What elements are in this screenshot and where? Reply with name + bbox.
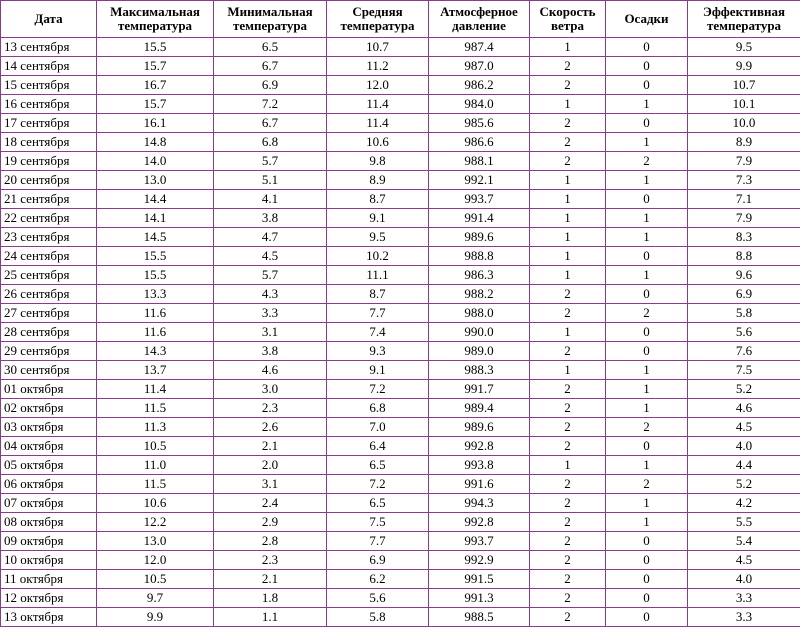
cell-precipitation: 1 xyxy=(606,266,688,285)
cell-max-temp: 16.1 xyxy=(97,114,214,133)
cell-min-temp: 3.8 xyxy=(214,209,327,228)
cell-effective-temp: 4.5 xyxy=(688,418,800,437)
cell-max-temp: 15.7 xyxy=(97,57,214,76)
cell-max-temp: 15.7 xyxy=(97,95,214,114)
cell-max-temp: 11.5 xyxy=(97,399,214,418)
cell-avg-temp: 7.7 xyxy=(327,532,429,551)
cell-pressure: 988.5 xyxy=(429,608,530,627)
cell-precipitation: 0 xyxy=(606,76,688,95)
cell-max-temp: 11.6 xyxy=(97,323,214,342)
cell-date: 06 октября xyxy=(1,475,97,494)
cell-date: 03 октября xyxy=(1,418,97,437)
cell-precipitation: 0 xyxy=(606,532,688,551)
cell-effective-temp: 5.4 xyxy=(688,532,800,551)
cell-wind-speed: 2 xyxy=(530,399,606,418)
cell-wind-speed: 1 xyxy=(530,95,606,114)
table-row xyxy=(1,361,800,380)
cell-precipitation: 0 xyxy=(606,570,688,589)
cell-precipitation: 1 xyxy=(606,209,688,228)
cell-wind-speed: 1 xyxy=(530,38,606,57)
cell-precipitation: 0 xyxy=(606,190,688,209)
cell-date: 10 октября xyxy=(1,551,97,570)
cell-avg-temp: 5.8 xyxy=(327,608,429,627)
cell-date: 11 октября xyxy=(1,570,97,589)
cell-precipitation: 1 xyxy=(606,171,688,190)
cell-effective-temp: 6.9 xyxy=(688,285,800,304)
table-row xyxy=(1,532,800,551)
cell-pressure: 989.4 xyxy=(429,399,530,418)
cell-wind-speed: 2 xyxy=(530,437,606,456)
cell-precipitation: 0 xyxy=(606,38,688,57)
table-row xyxy=(1,437,800,456)
table-row xyxy=(1,589,800,608)
cell-effective-temp: 10.0 xyxy=(688,114,800,133)
cell-date: 16 сентября xyxy=(1,95,97,114)
cell-wind-speed: 2 xyxy=(530,152,606,171)
cell-pressure: 994.3 xyxy=(429,494,530,513)
cell-date: 13 октября xyxy=(1,608,97,627)
cell-min-temp: 2.1 xyxy=(214,437,327,456)
cell-avg-temp: 10.7 xyxy=(327,38,429,57)
cell-min-temp: 1.1 xyxy=(214,608,327,627)
cell-effective-temp: 7.9 xyxy=(688,152,800,171)
cell-date: 24 сентября xyxy=(1,247,97,266)
cell-avg-temp: 5.6 xyxy=(327,589,429,608)
table-row xyxy=(1,171,800,190)
cell-avg-temp: 7.5 xyxy=(327,513,429,532)
table-row xyxy=(1,247,800,266)
column-header-max-temp: Максимальная температура xyxy=(97,1,214,38)
cell-effective-temp: 10.1 xyxy=(688,95,800,114)
cell-effective-temp: 4.0 xyxy=(688,570,800,589)
cell-date: 05 октября xyxy=(1,456,97,475)
cell-avg-temp: 6.2 xyxy=(327,570,429,589)
cell-precipitation: 0 xyxy=(606,323,688,342)
cell-effective-temp: 9.5 xyxy=(688,38,800,57)
cell-precipitation: 0 xyxy=(606,57,688,76)
table-row xyxy=(1,190,800,209)
cell-avg-temp: 9.8 xyxy=(327,152,429,171)
cell-wind-speed: 2 xyxy=(530,57,606,76)
cell-wind-speed: 1 xyxy=(530,190,606,209)
cell-date: 19 сентября xyxy=(1,152,97,171)
cell-wind-speed: 2 xyxy=(530,114,606,133)
cell-min-temp: 6.8 xyxy=(214,133,327,152)
cell-pressure: 992.8 xyxy=(429,437,530,456)
table-row xyxy=(1,418,800,437)
cell-pressure: 988.3 xyxy=(429,361,530,380)
cell-max-temp: 13.7 xyxy=(97,361,214,380)
cell-min-temp: 2.6 xyxy=(214,418,327,437)
cell-min-temp: 2.9 xyxy=(214,513,327,532)
table-header-row xyxy=(1,1,800,38)
table-row xyxy=(1,152,800,171)
cell-pressure: 991.5 xyxy=(429,570,530,589)
cell-wind-speed: 2 xyxy=(530,551,606,570)
cell-precipitation: 0 xyxy=(606,247,688,266)
cell-max-temp: 14.1 xyxy=(97,209,214,228)
table-row xyxy=(1,133,800,152)
cell-precipitation: 1 xyxy=(606,133,688,152)
table-row xyxy=(1,209,800,228)
table-row xyxy=(1,95,800,114)
cell-date: 02 октября xyxy=(1,399,97,418)
cell-min-temp: 2.3 xyxy=(214,399,327,418)
cell-wind-speed: 1 xyxy=(530,247,606,266)
cell-min-temp: 4.6 xyxy=(214,361,327,380)
cell-date: 08 октября xyxy=(1,513,97,532)
cell-avg-temp: 6.5 xyxy=(327,494,429,513)
cell-pressure: 993.7 xyxy=(429,190,530,209)
cell-effective-temp: 4.2 xyxy=(688,494,800,513)
cell-avg-temp: 9.5 xyxy=(327,228,429,247)
cell-wind-speed: 1 xyxy=(530,361,606,380)
cell-precipitation: 0 xyxy=(606,342,688,361)
cell-pressure: 989.6 xyxy=(429,228,530,247)
cell-max-temp: 11.4 xyxy=(97,380,214,399)
cell-date: 12 октября xyxy=(1,589,97,608)
cell-min-temp: 5.7 xyxy=(214,152,327,171)
cell-effective-temp: 5.6 xyxy=(688,323,800,342)
cell-wind-speed: 1 xyxy=(530,266,606,285)
cell-wind-speed: 2 xyxy=(530,304,606,323)
cell-max-temp: 15.5 xyxy=(97,266,214,285)
cell-pressure: 987.0 xyxy=(429,57,530,76)
table-row xyxy=(1,570,800,589)
cell-effective-temp: 5.8 xyxy=(688,304,800,323)
cell-precipitation: 1 xyxy=(606,494,688,513)
cell-avg-temp: 11.4 xyxy=(327,114,429,133)
cell-min-temp: 4.5 xyxy=(214,247,327,266)
cell-effective-temp: 7.1 xyxy=(688,190,800,209)
cell-avg-temp: 9.1 xyxy=(327,361,429,380)
table-row xyxy=(1,494,800,513)
cell-effective-temp: 4.5 xyxy=(688,551,800,570)
cell-wind-speed: 1 xyxy=(530,323,606,342)
cell-precipitation: 2 xyxy=(606,152,688,171)
cell-wind-speed: 1 xyxy=(530,456,606,475)
table-row xyxy=(1,285,800,304)
cell-avg-temp: 11.2 xyxy=(327,57,429,76)
cell-min-temp: 6.7 xyxy=(214,114,327,133)
table-row xyxy=(1,456,800,475)
cell-date: 29 сентября xyxy=(1,342,97,361)
cell-min-temp: 2.4 xyxy=(214,494,327,513)
cell-date: 25 сентября xyxy=(1,266,97,285)
cell-avg-temp: 11.1 xyxy=(327,266,429,285)
cell-max-temp: 10.5 xyxy=(97,570,214,589)
cell-avg-temp: 8.7 xyxy=(327,190,429,209)
cell-pressure: 990.0 xyxy=(429,323,530,342)
cell-pressure: 986.6 xyxy=(429,133,530,152)
cell-pressure: 991.7 xyxy=(429,380,530,399)
cell-precipitation: 2 xyxy=(606,304,688,323)
cell-avg-temp: 10.6 xyxy=(327,133,429,152)
cell-pressure: 984.0 xyxy=(429,95,530,114)
cell-wind-speed: 2 xyxy=(530,418,606,437)
cell-avg-temp: 7.0 xyxy=(327,418,429,437)
cell-max-temp: 16.7 xyxy=(97,76,214,95)
cell-effective-temp: 8.9 xyxy=(688,133,800,152)
cell-wind-speed: 1 xyxy=(530,209,606,228)
column-header-wind-speed: Скорость ветра xyxy=(530,1,606,38)
cell-min-temp: 4.3 xyxy=(214,285,327,304)
cell-effective-temp: 9.6 xyxy=(688,266,800,285)
cell-effective-temp: 8.3 xyxy=(688,228,800,247)
cell-min-temp: 7.2 xyxy=(214,95,327,114)
table-row xyxy=(1,304,800,323)
cell-min-temp: 2.1 xyxy=(214,570,327,589)
cell-max-temp: 14.5 xyxy=(97,228,214,247)
cell-pressure: 985.6 xyxy=(429,114,530,133)
cell-max-temp: 13.0 xyxy=(97,532,214,551)
cell-max-temp: 14.3 xyxy=(97,342,214,361)
cell-min-temp: 1.8 xyxy=(214,589,327,608)
cell-avg-temp: 6.9 xyxy=(327,551,429,570)
cell-pressure: 991.4 xyxy=(429,209,530,228)
cell-wind-speed: 2 xyxy=(530,76,606,95)
cell-min-temp: 6.7 xyxy=(214,57,327,76)
cell-pressure: 989.6 xyxy=(429,418,530,437)
cell-date: 22 сентября xyxy=(1,209,97,228)
cell-wind-speed: 1 xyxy=(530,171,606,190)
column-header-date: Дата xyxy=(1,1,97,38)
cell-date: 14 сентября xyxy=(1,57,97,76)
cell-pressure: 986.3 xyxy=(429,266,530,285)
cell-min-temp: 3.0 xyxy=(214,380,327,399)
column-header-pressure: Атмосферное давление xyxy=(429,1,530,38)
table-row xyxy=(1,608,800,627)
cell-wind-speed: 2 xyxy=(530,532,606,551)
cell-precipitation: 1 xyxy=(606,228,688,247)
table-row xyxy=(1,266,800,285)
cell-precipitation: 1 xyxy=(606,95,688,114)
cell-max-temp: 13.0 xyxy=(97,171,214,190)
cell-precipitation: 0 xyxy=(606,285,688,304)
cell-precipitation: 2 xyxy=(606,418,688,437)
cell-date: 21 сентября xyxy=(1,190,97,209)
cell-pressure: 992.8 xyxy=(429,513,530,532)
cell-date: 17 сентября xyxy=(1,114,97,133)
cell-min-temp: 2.8 xyxy=(214,532,327,551)
table-row xyxy=(1,513,800,532)
cell-effective-temp: 4.6 xyxy=(688,399,800,418)
table-row xyxy=(1,475,800,494)
cell-wind-speed: 2 xyxy=(530,380,606,399)
table-row xyxy=(1,342,800,361)
table-row xyxy=(1,551,800,570)
cell-pressure: 992.9 xyxy=(429,551,530,570)
cell-precipitation: 0 xyxy=(606,589,688,608)
cell-avg-temp: 11.4 xyxy=(327,95,429,114)
cell-avg-temp: 8.7 xyxy=(327,285,429,304)
cell-effective-temp: 9.9 xyxy=(688,57,800,76)
cell-effective-temp: 10.7 xyxy=(688,76,800,95)
cell-min-temp: 5.1 xyxy=(214,171,327,190)
cell-date: 30 сентября xyxy=(1,361,97,380)
cell-date: 28 сентября xyxy=(1,323,97,342)
cell-effective-temp: 4.0 xyxy=(688,437,800,456)
cell-max-temp: 11.0 xyxy=(97,456,214,475)
cell-date: 26 сентября xyxy=(1,285,97,304)
cell-min-temp: 4.1 xyxy=(214,190,327,209)
cell-date: 27 сентября xyxy=(1,304,97,323)
column-header-effective-temp: Эффективная температура xyxy=(688,1,800,38)
cell-pressure: 988.2 xyxy=(429,285,530,304)
cell-min-temp: 5.7 xyxy=(214,266,327,285)
cell-avg-temp: 6.4 xyxy=(327,437,429,456)
cell-precipitation: 0 xyxy=(606,608,688,627)
cell-wind-speed: 2 xyxy=(530,285,606,304)
cell-effective-temp: 4.4 xyxy=(688,456,800,475)
cell-effective-temp: 7.9 xyxy=(688,209,800,228)
cell-wind-speed: 2 xyxy=(530,608,606,627)
cell-pressure: 991.6 xyxy=(429,475,530,494)
cell-max-temp: 10.5 xyxy=(97,437,214,456)
cell-avg-temp: 8.9 xyxy=(327,171,429,190)
cell-effective-temp: 7.6 xyxy=(688,342,800,361)
cell-effective-temp: 3.3 xyxy=(688,589,800,608)
cell-avg-temp: 6.8 xyxy=(327,399,429,418)
cell-min-temp: 3.1 xyxy=(214,475,327,494)
cell-date: 09 октября xyxy=(1,532,97,551)
cell-max-temp: 12.0 xyxy=(97,551,214,570)
cell-precipitation: 1 xyxy=(606,361,688,380)
cell-pressure: 989.0 xyxy=(429,342,530,361)
cell-wind-speed: 2 xyxy=(530,342,606,361)
cell-avg-temp: 7.7 xyxy=(327,304,429,323)
cell-precipitation: 0 xyxy=(606,551,688,570)
cell-avg-temp: 10.2 xyxy=(327,247,429,266)
cell-date: 07 октября xyxy=(1,494,97,513)
cell-max-temp: 15.5 xyxy=(97,38,214,57)
cell-effective-temp: 8.8 xyxy=(688,247,800,266)
cell-pressure: 988.1 xyxy=(429,152,530,171)
cell-effective-temp: 5.5 xyxy=(688,513,800,532)
cell-wind-speed: 1 xyxy=(530,228,606,247)
cell-wind-speed: 2 xyxy=(530,133,606,152)
table-row xyxy=(1,76,800,95)
column-header-precipitation: Осадки xyxy=(606,1,688,38)
cell-max-temp: 14.0 xyxy=(97,152,214,171)
cell-min-temp: 4.7 xyxy=(214,228,327,247)
cell-min-temp: 2.3 xyxy=(214,551,327,570)
cell-avg-temp: 9.3 xyxy=(327,342,429,361)
table-row xyxy=(1,114,800,133)
cell-avg-temp: 7.4 xyxy=(327,323,429,342)
table-row xyxy=(1,38,800,57)
cell-pressure: 986.2 xyxy=(429,76,530,95)
cell-date: 13 сентября xyxy=(1,38,97,57)
cell-max-temp: 13.3 xyxy=(97,285,214,304)
cell-max-temp: 10.6 xyxy=(97,494,214,513)
cell-min-temp: 3.3 xyxy=(214,304,327,323)
cell-effective-temp: 5.2 xyxy=(688,475,800,494)
cell-effective-temp: 7.3 xyxy=(688,171,800,190)
cell-max-temp: 9.7 xyxy=(97,589,214,608)
cell-avg-temp: 9.1 xyxy=(327,209,429,228)
cell-effective-temp: 5.2 xyxy=(688,380,800,399)
table-row xyxy=(1,380,800,399)
cell-precipitation: 1 xyxy=(606,399,688,418)
cell-date: 15 сентября xyxy=(1,76,97,95)
cell-min-temp: 3.8 xyxy=(214,342,327,361)
cell-min-temp: 3.1 xyxy=(214,323,327,342)
cell-max-temp: 14.8 xyxy=(97,133,214,152)
column-header-min-temp: Минимальная температура xyxy=(214,1,327,38)
column-header-avg-temp: Средняя температура xyxy=(327,1,429,38)
cell-max-temp: 11.6 xyxy=(97,304,214,323)
cell-max-temp: 12.2 xyxy=(97,513,214,532)
cell-avg-temp: 6.5 xyxy=(327,456,429,475)
cell-date: 04 октября xyxy=(1,437,97,456)
cell-precipitation: 1 xyxy=(606,380,688,399)
cell-max-temp: 11.3 xyxy=(97,418,214,437)
cell-wind-speed: 2 xyxy=(530,494,606,513)
cell-date: 20 сентября xyxy=(1,171,97,190)
table-row xyxy=(1,399,800,418)
cell-wind-speed: 2 xyxy=(530,513,606,532)
cell-wind-speed: 2 xyxy=(530,570,606,589)
cell-date: 18 сентября xyxy=(1,133,97,152)
table-row xyxy=(1,323,800,342)
cell-min-temp: 6.5 xyxy=(214,38,327,57)
cell-precipitation: 1 xyxy=(606,513,688,532)
cell-pressure: 988.0 xyxy=(429,304,530,323)
cell-max-temp: 15.5 xyxy=(97,247,214,266)
cell-precipitation: 1 xyxy=(606,456,688,475)
cell-min-temp: 6.9 xyxy=(214,76,327,95)
table-row xyxy=(1,57,800,76)
cell-min-temp: 2.0 xyxy=(214,456,327,475)
cell-wind-speed: 2 xyxy=(530,589,606,608)
cell-avg-temp: 7.2 xyxy=(327,475,429,494)
cell-avg-temp: 7.2 xyxy=(327,380,429,399)
cell-pressure: 987.4 xyxy=(429,38,530,57)
cell-avg-temp: 12.0 xyxy=(327,76,429,95)
cell-precipitation: 0 xyxy=(606,114,688,133)
cell-precipitation: 0 xyxy=(606,437,688,456)
cell-precipitation: 2 xyxy=(606,475,688,494)
cell-effective-temp: 3.3 xyxy=(688,608,800,627)
table-row xyxy=(1,228,800,247)
cell-date: 01 октября xyxy=(1,380,97,399)
cell-max-temp: 11.5 xyxy=(97,475,214,494)
cell-effective-temp: 7.5 xyxy=(688,361,800,380)
cell-max-temp: 9.9 xyxy=(97,608,214,627)
cell-date: 23 сентября xyxy=(1,228,97,247)
cell-wind-speed: 2 xyxy=(530,475,606,494)
cell-max-temp: 14.4 xyxy=(97,190,214,209)
cell-pressure: 993.8 xyxy=(429,456,530,475)
cell-pressure: 992.1 xyxy=(429,171,530,190)
cell-pressure: 991.3 xyxy=(429,589,530,608)
cell-pressure: 988.8 xyxy=(429,247,530,266)
cell-pressure: 993.7 xyxy=(429,532,530,551)
